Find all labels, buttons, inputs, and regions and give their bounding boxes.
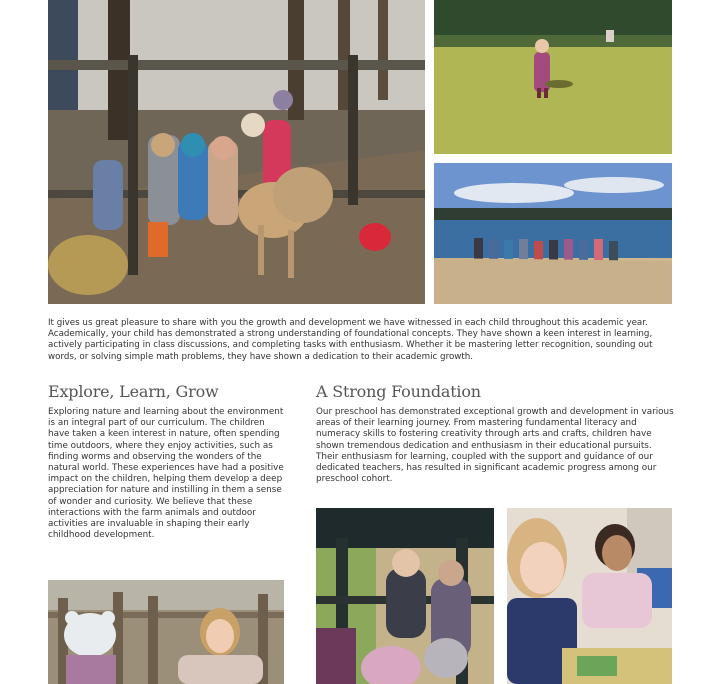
photo-child-on-field [434, 0, 672, 154]
intro-paragraph: It gives us great pleasure to share with you the growth and development we have witnessed in each child throughout this academic year. Academically, your child has demonstrated a strong understanding of foundational concepts. They have shown a keen interest in learning, actively participating in class discussions, and completing tasks with enthusiasm. Whether it be mastering letter recognition, sounding out words, or solving simple math problems, they have shown a dedication to their academic growth. [48, 318, 653, 362]
foundation-heading: A Strong Foundation [316, 382, 481, 401]
explore-body: Exploring nature and learning about the environment is an integral part of our curriculum. The children have taken a keen interest in nature, often spending time outdoors, where they enjoy activities, such as finding worms and observing the wonders of the natural world. These experiences have had a positive impact on the children, helping them develop a deep appreciation for nature and instilling in them a sense of wonder and curiosity. We believe that these interactions with the farm animals and outdoor activities are invaluable in shaping their early childhood development. [48, 407, 284, 541]
explore-heading: Explore, Learn, Grow [48, 382, 219, 401]
photo-children-climbing [316, 508, 494, 684]
foundation-body: Our preschool has demonstrated exceptional growth and development in various areas of their learning journey. From mastering fundamental literacy and numeracy skills to fostering creativity through arts and crafts, children have shown tremendous dedication and enthusiasm in their educational pursuits. Their enthusiasm for learning, coupled with the support and guidance of our dedicated teachers, has resulted in significant academic progress among our preschool cohort. [316, 407, 674, 485]
photo-class-at-lake [434, 163, 672, 304]
photo-children-at-fence [48, 580, 284, 684]
photo-children-crafting [507, 508, 672, 684]
photo-children-with-goats [48, 0, 425, 304]
